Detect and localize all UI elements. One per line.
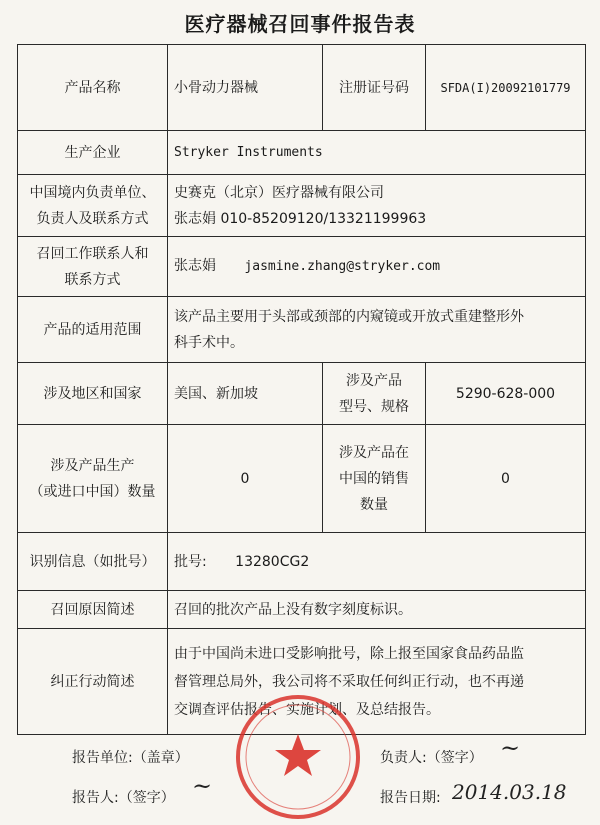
- form-title: 医疗器械召回事件报告表: [184, 12, 416, 36]
- report-date-label: 报告日期:: [380, 790, 441, 806]
- production-quantity-label-line2: （或进口中国）数量: [29, 483, 156, 500]
- row-product-name: [18, 45, 586, 131]
- model-value: 5290-628-000: [426, 363, 586, 425]
- china-contact-label: [18, 175, 168, 237]
- recall-contact-label: [18, 237, 168, 297]
- identification-value: [168, 533, 586, 591]
- model-label-line2: 型号、规格: [339, 398, 409, 415]
- china-sales-label-line3: 数量: [360, 496, 388, 513]
- report-unit-label: 报告单位:（盖章）: [72, 750, 189, 766]
- responsible-signature: ~: [500, 734, 521, 762]
- scope-line1: 该产品主要用于头部或颈部的内窥镜或开放式重建整形外: [174, 308, 524, 325]
- identification-label: 识别信息（如批号）: [18, 533, 168, 591]
- lot-number: 13280CG2: [235, 553, 310, 570]
- reporter-signature: ~: [192, 772, 213, 800]
- responsible-person-label: 负责人:（签字）: [380, 750, 483, 766]
- registration-number-value: SFDA(I)20092101779: [426, 45, 586, 131]
- row-reason: [18, 591, 586, 629]
- china-sales-value: 0: [426, 425, 586, 533]
- row-manufacturer: [18, 131, 586, 175]
- company-seal-stamp: [228, 690, 368, 825]
- china-sales-label-line2: 中国的销售: [339, 470, 409, 487]
- china-company: 史赛克（北京）医疗器械有限公司: [174, 184, 384, 201]
- recall-contact-name: 张志娟: [174, 258, 216, 274]
- row-quantities: [18, 425, 586, 533]
- action-line3: 交调查评估报告、实施计划、及总结报告。: [174, 701, 440, 718]
- report-date-value: 2014.03.18: [452, 780, 567, 804]
- china-contact-value: [168, 175, 586, 237]
- recall-contact-email: jasmine.zhang@stryker.com: [244, 259, 441, 274]
- scope-value: [168, 297, 586, 363]
- manufacturer-value: Stryker Instruments: [168, 131, 586, 175]
- action-label: 纠正行动简述: [18, 629, 168, 735]
- china-person: 张志娟 010-85209120/13321199963: [174, 210, 427, 227]
- scope-line2: 科手术中。: [174, 334, 244, 351]
- region-label: 涉及地区和国家: [18, 363, 168, 425]
- production-quantity-label: [18, 425, 168, 533]
- production-quantity-value: 0: [168, 425, 323, 533]
- lot-prefix: 批号:: [174, 553, 207, 570]
- row-identification: [18, 533, 586, 591]
- row-recall-contact: [18, 237, 586, 297]
- reason-label: 召回原因简述: [18, 591, 168, 629]
- action-line1: 由于中国尚未进口受影响批号，除上报至国家食品药品监: [174, 645, 524, 662]
- recall-report-table: [17, 44, 586, 735]
- row-region-model: [18, 363, 586, 425]
- product-name-label: 产品名称: [18, 45, 168, 131]
- row-scope: [18, 297, 586, 363]
- row-china-contact: [18, 175, 586, 237]
- china-contact-label-line1: 中国境内负责单位、: [29, 184, 156, 201]
- china-contact-label-line2: 负责人及联系方式: [36, 210, 149, 227]
- product-name-value: 小骨动力器械: [168, 45, 323, 131]
- china-sales-label-line1: 涉及产品在: [339, 444, 409, 461]
- production-quantity-label-line1: 涉及产品生产: [50, 457, 135, 474]
- action-line2: 督管理总局外，我公司将不采取任何纠正行动，也不再递: [174, 673, 524, 690]
- model-label: [323, 363, 426, 425]
- scope-label: 产品的适用范围: [18, 297, 168, 363]
- model-label-line1: 涉及产品: [346, 372, 402, 389]
- region-value: 美国、新加坡: [168, 363, 323, 425]
- recall-contact-label-line1: 召回工作联系人和: [36, 245, 149, 262]
- reporter-label: 报告人:（签字）: [72, 790, 175, 806]
- recall-contact-label-line2: 联系方式: [64, 271, 121, 288]
- china-sales-label: [323, 425, 426, 533]
- registration-number-label: 注册证号码: [323, 45, 426, 131]
- reason-value: 召回的批次产品上没有数字刻度标识。: [168, 591, 586, 629]
- recall-contact-value: [168, 237, 586, 297]
- manufacturer-label: 生产企业: [18, 131, 168, 175]
